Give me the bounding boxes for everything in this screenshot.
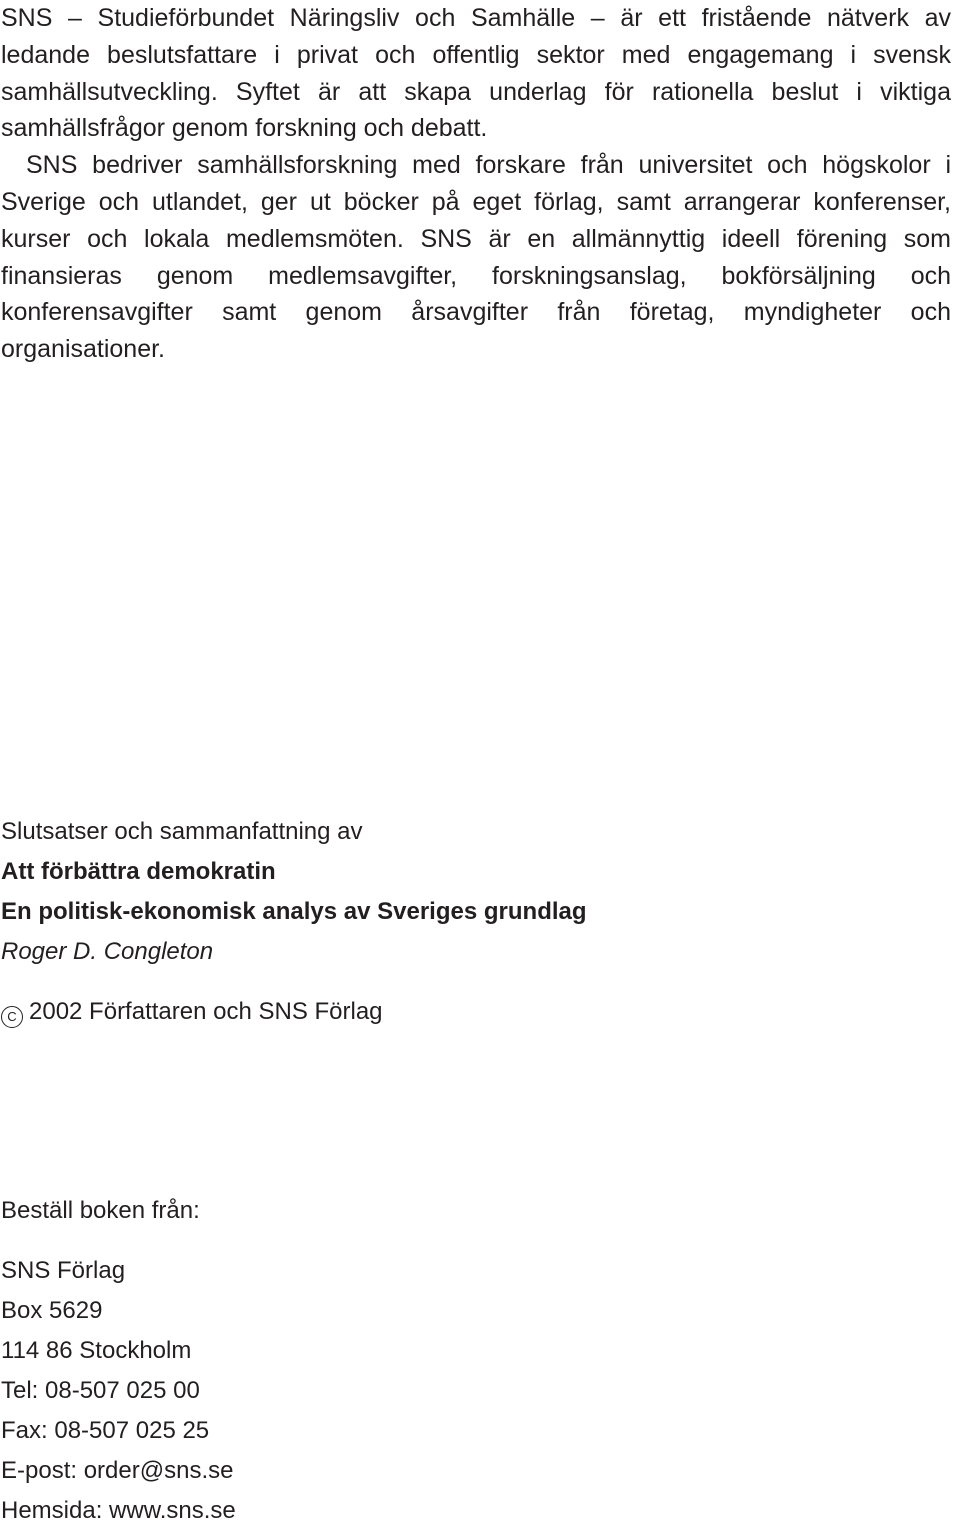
fax-line: Fax: 08-507 025 25: [1, 1417, 210, 1444]
publisher-name: SNS Förlag: [1, 1257, 126, 1284]
book-title: Att förbättra demokratin: [1, 858, 276, 885]
order-address: [1, 1251, 236, 1531]
copyright-icon: C: [1, 1006, 23, 1028]
book-title-block: [1, 812, 941, 972]
series-line: Slutsatser och sammanfattning av: [1, 818, 363, 845]
book-subtitle: En politisk-ekonomisk analys av Sveriges grundlag: [1, 898, 587, 925]
intro-paragraph-1: SNS – Studieförbundet Näringsliv och Samhälle – är ett fristående nätverk av ledande beslutsfattare i privat och offentlig sektor med engagemang i svensk samhällsutveckling. Syftet är att skapa underlag för rationella beslut i viktiga samhällsfrågor genom forskning och debatt.: [1, 4, 951, 143]
email-line: E-post: order@sns.se: [1, 1457, 234, 1484]
website-line: Hemsida: www.sns.se: [1, 1497, 236, 1524]
order-heading: Beställ boken från:: [1, 1197, 200, 1224]
phone-line: Tel: 08-507 025 00: [1, 1377, 200, 1404]
address-city: 114 86 Stockholm: [1, 1337, 192, 1364]
copyright-line: [1, 992, 383, 1032]
sns-description: [1, 0, 951, 368]
intro-paragraph-2: SNS bedriver samhällsforskning med forskare från universitet och högskolor i Sverige och utlandet, ger ut böcker på eget förlag, samt arrangerar konferenser, kurser och lokala medlemsmöten. SNS är en allmännyttig ideell förening som finansieras genom medlemsavgifter, forskningsanslag, bokförsäljning och konferensavgifter samt genom årsavgifter från företag, myndigheter och organisationer.: [1, 151, 951, 364]
address-box: Box 5629: [1, 1297, 103, 1324]
book-author: Roger D. Congleton: [1, 938, 214, 965]
copyright-text: 2002 Författaren och SNS Förlag: [29, 998, 383, 1025]
